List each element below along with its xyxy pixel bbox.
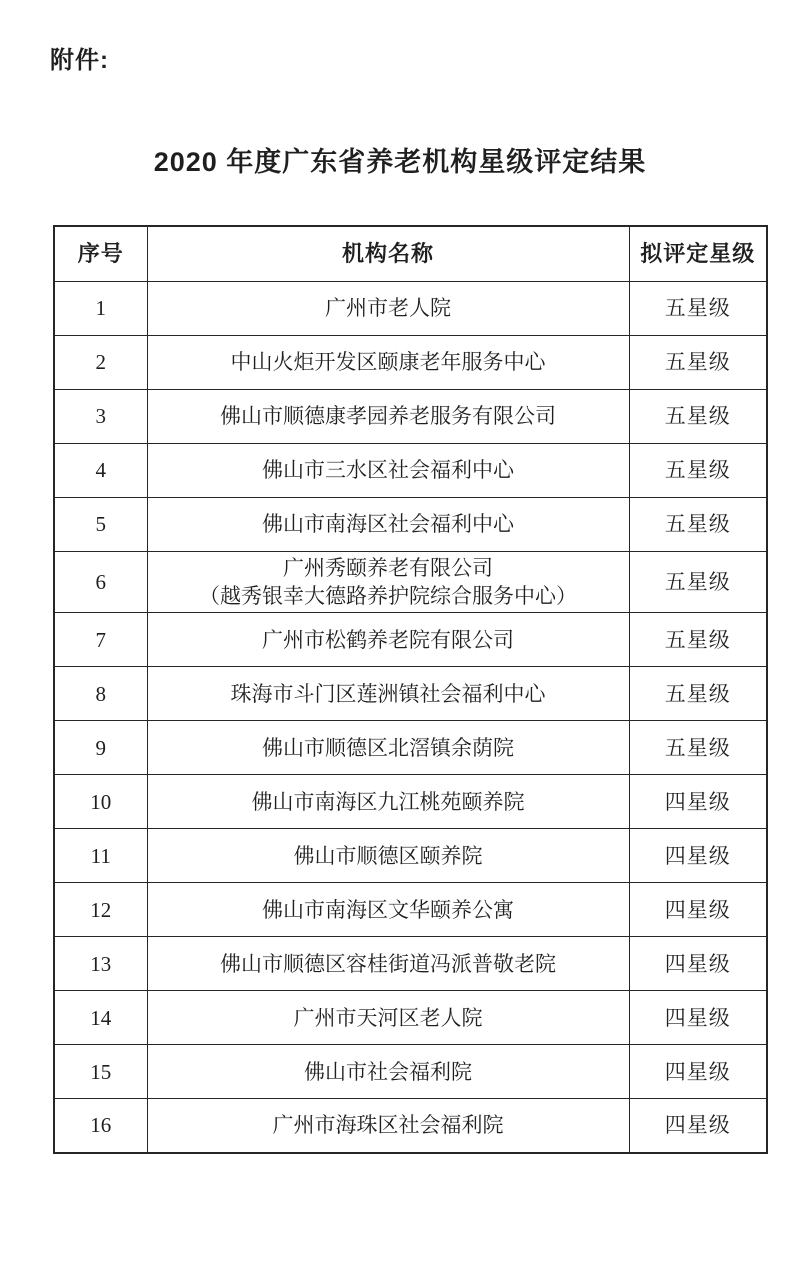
table-row [54, 1045, 767, 1099]
row-number-cell: 8 [54, 667, 147, 721]
row-number-cell: 15 [54, 1045, 147, 1099]
table-header-row [54, 226, 767, 281]
table-row [54, 775, 767, 829]
row-number-cell: 11 [54, 829, 147, 883]
institution-name-cell: 中山火炬开发区颐康老年服务中心 [147, 335, 629, 389]
institution-name-cell: 广州市海珠区社会福利院 [147, 1099, 629, 1153]
row-number-cell: 7 [54, 613, 147, 667]
table-row [54, 613, 767, 667]
row-number-cell: 13 [54, 937, 147, 991]
table-row [54, 991, 767, 1045]
star-rating-cell: 五星级 [629, 335, 767, 389]
star-rating-cell: 四星级 [629, 1045, 767, 1099]
institution-name-cell: 佛山市南海区文华颐养公寓 [147, 883, 629, 937]
table-row [54, 551, 767, 613]
row-number-cell: 12 [54, 883, 147, 937]
institution-name-line1: 广州秀颐养老有限公司 [283, 555, 493, 580]
table-row [54, 829, 767, 883]
table-row [54, 281, 767, 335]
row-number-cell: 16 [54, 1099, 147, 1153]
row-number-cell: 9 [54, 721, 147, 775]
institution-name-cell: 佛山市社会福利院 [147, 1045, 629, 1099]
table-row [54, 497, 767, 551]
institution-name-cell: 佛山市顺德区容桂街道冯派普敬老院 [147, 937, 629, 991]
star-rating-cell: 四星级 [629, 991, 767, 1045]
institution-name-cell: 佛山市顺德区颐养院 [147, 829, 629, 883]
star-rating-cell: 五星级 [629, 497, 767, 551]
star-rating-cell: 四星级 [629, 1099, 767, 1153]
star-rating-cell: 五星级 [629, 443, 767, 497]
institution-name-cell: 佛山市顺德康孝园养老服务有限公司 [147, 389, 629, 443]
institution-name-cell: 佛山市南海区九江桃苑颐养院 [147, 775, 629, 829]
institution-name-cell: 佛山市南海区社会福利中心 [147, 497, 629, 551]
star-rating-cell: 四星级 [629, 883, 767, 937]
results-table-container [53, 225, 768, 1154]
header-cell-index: 序号 [54, 226, 147, 281]
institution-name-cell: 珠海市斗门区莲洲镇社会福利中心 [147, 667, 629, 721]
row-number-cell: 1 [54, 281, 147, 335]
star-rating-cell: 五星级 [629, 721, 767, 775]
institution-name-line2: （越秀银幸大德路养护院综合服务中心） [199, 583, 577, 608]
table-row [54, 1099, 767, 1153]
institution-name-cell: 佛山市顺德区北滘镇余荫院 [147, 721, 629, 775]
row-number-cell: 2 [54, 335, 147, 389]
star-rating-cell: 四星级 [629, 775, 767, 829]
row-number-cell: 10 [54, 775, 147, 829]
table-row [54, 937, 767, 991]
page-title: 2020 年度广东省养老机构星级评定结果 [153, 147, 647, 177]
table-row [54, 883, 767, 937]
institution-name-cell: 广州市天河区老人院 [147, 991, 629, 1045]
institution-name-cell: 广州市松鹤养老院有限公司 [147, 613, 629, 667]
star-rating-cell: 四星级 [629, 829, 767, 883]
institution-name-cell: 佛山市三水区社会福利中心 [147, 443, 629, 497]
institution-name-cell: 广州市老人院 [147, 281, 629, 335]
row-number-cell: 4 [54, 443, 147, 497]
row-number-cell: 14 [54, 991, 147, 1045]
star-rating-cell: 五星级 [629, 281, 767, 335]
row-number-cell: 6 [54, 551, 147, 613]
table-row [54, 443, 767, 497]
table-row [54, 721, 767, 775]
attachment-label: 附件: [50, 47, 109, 74]
header-cell-rating: 拟评定星级 [629, 226, 767, 281]
table-row [54, 667, 767, 721]
header-cell-institution: 机构名称 [147, 226, 629, 281]
star-rating-cell: 五星级 [629, 667, 767, 721]
star-rating-cell: 五星级 [629, 389, 767, 443]
results-table [53, 225, 768, 1154]
institution-name-cell [147, 551, 629, 613]
table-row [54, 335, 767, 389]
row-number-cell: 3 [54, 389, 147, 443]
star-rating-cell: 五星级 [629, 613, 767, 667]
star-rating-cell: 五星级 [629, 551, 767, 613]
star-rating-cell: 四星级 [629, 937, 767, 991]
table-row [54, 389, 767, 443]
row-number-cell: 5 [54, 497, 147, 551]
